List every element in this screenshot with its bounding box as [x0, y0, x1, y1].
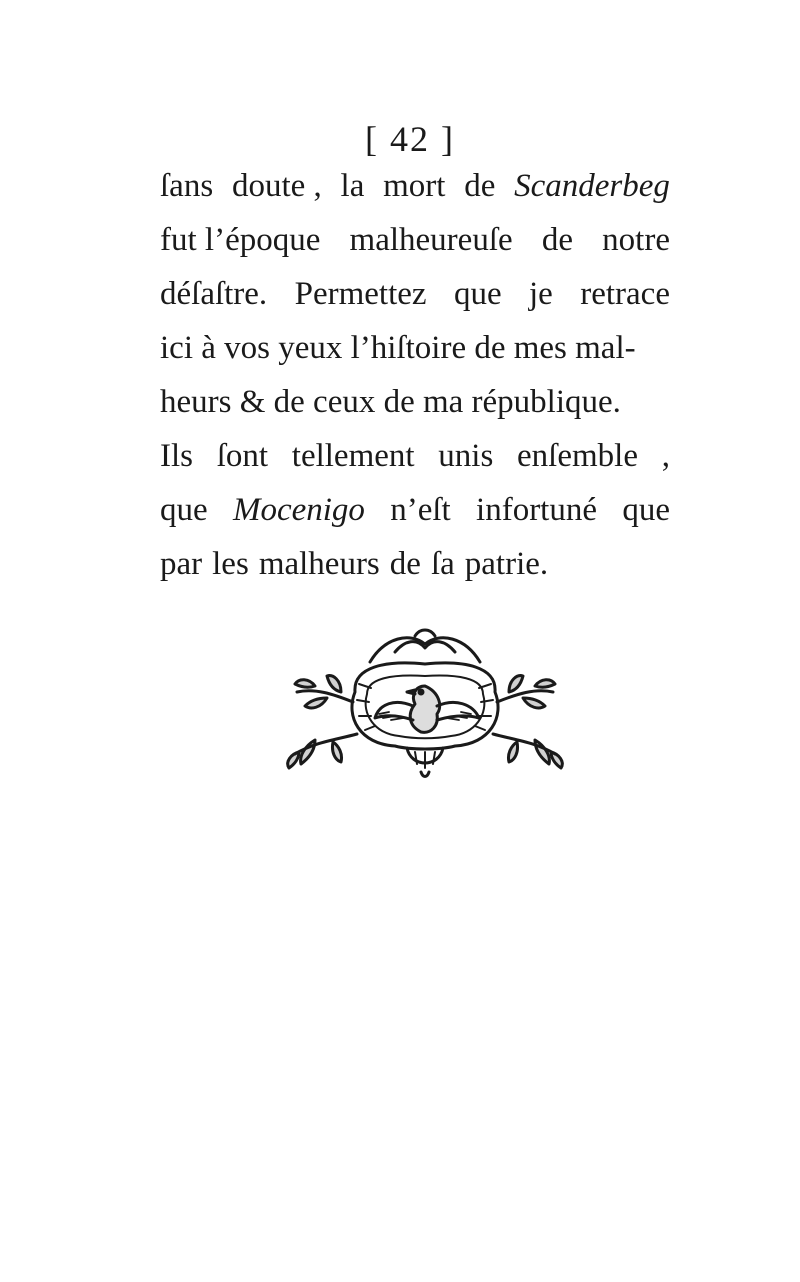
text-word: n’eſt — [390, 492, 451, 528]
text-word: la — [340, 168, 365, 204]
text-word: Mocenigo — [232, 492, 365, 528]
text-line — [160, 168, 670, 222]
text-word: unis — [438, 438, 494, 474]
text-word: déſaſtre. — [160, 276, 268, 312]
text-line — [160, 384, 670, 438]
text-line — [160, 222, 670, 276]
text-word: de — [464, 168, 496, 204]
text-word: ici à vos yeux l’hiſtoire de mes mal- — [160, 330, 636, 366]
text-word: par — [160, 546, 203, 582]
text-word: Scanderbeg — [514, 168, 670, 204]
text-word: mort — [383, 168, 446, 204]
text-line — [160, 492, 670, 546]
text-word: ſa — [430, 546, 455, 582]
text-word: , — [661, 438, 670, 474]
text-word: de — [389, 546, 421, 582]
text-word: enſemble — [517, 438, 638, 474]
text-word: Ils — [160, 438, 193, 474]
text-word: tellement — [291, 438, 415, 474]
text-word: que — [160, 492, 208, 528]
text-word: ſans — [160, 168, 214, 204]
text-line — [160, 276, 670, 330]
text-word: de — [541, 222, 573, 258]
text-word: retrace — [580, 276, 670, 312]
body-text — [160, 168, 670, 600]
dove-cartouche-ornament-icon — [275, 622, 575, 792]
text-word: que — [453, 276, 502, 312]
text-word: doute , — [231, 168, 322, 204]
text-word: que — [622, 492, 670, 528]
text-word: notre — [602, 222, 670, 258]
text-word: les — [212, 546, 249, 582]
text-line — [160, 330, 670, 384]
text-word: je — [529, 276, 553, 312]
text-line — [160, 546, 670, 600]
text-word: malheurs — [258, 546, 380, 582]
page-number: [ 42 ] — [365, 119, 455, 159]
text-word: heurs & de ceux de ma république. — [160, 384, 621, 420]
text-line — [160, 438, 670, 492]
text-word: infortuné — [476, 492, 597, 528]
text-word: patrie. — [464, 546, 549, 582]
text-word: malheureuſe — [349, 222, 513, 258]
text-word: fut l’époque — [160, 222, 321, 258]
text-word: ſont — [216, 438, 269, 474]
text-word: Permettez — [294, 276, 427, 312]
